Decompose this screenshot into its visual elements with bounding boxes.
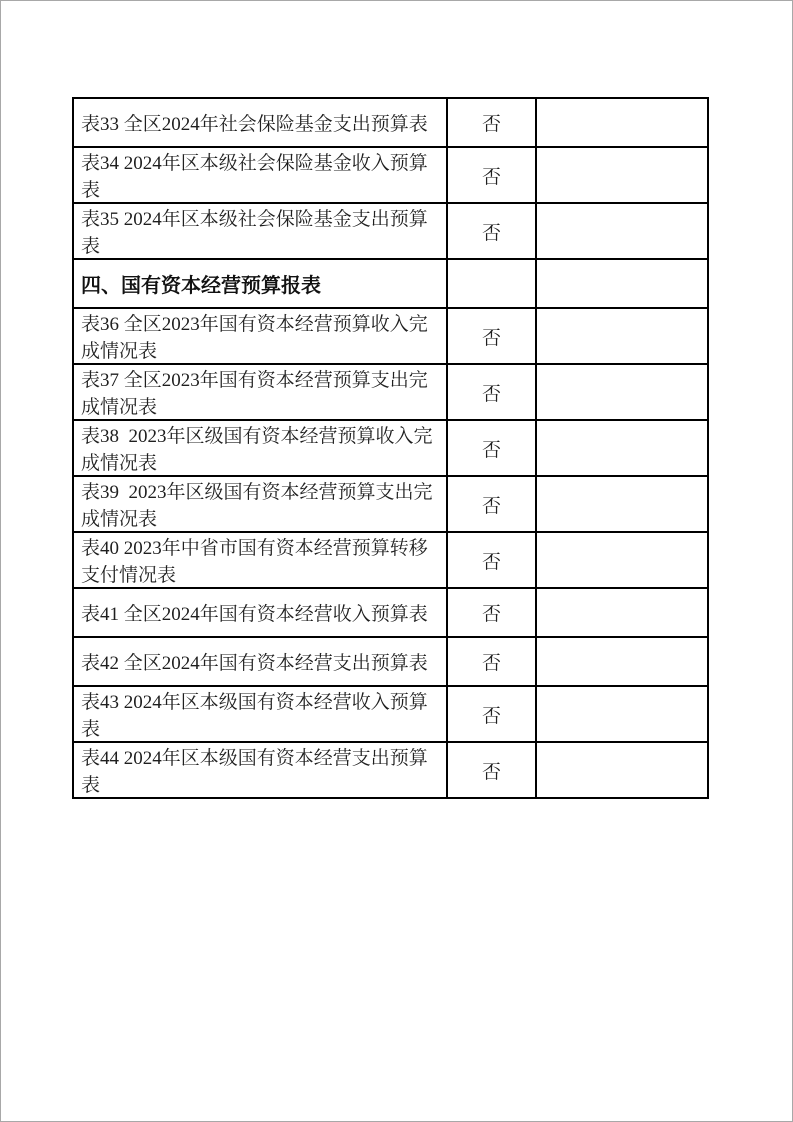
report-title-cell: 表44 2024年区本级国有资本经营支出预算表 [73, 742, 447, 798]
table-row [73, 308, 708, 364]
report-title-cell: 表36 全区2023年国有资本经营预算收入完成情况表 [73, 308, 447, 364]
report-title-cell: 表43 2024年区本级国有资本经营收入预算表 [73, 686, 447, 742]
flag-cell: 否 [447, 147, 536, 203]
remark-cell [536, 686, 708, 742]
table-row [73, 637, 708, 686]
flag-cell: 否 [447, 420, 536, 476]
flag-cell: 否 [447, 532, 536, 588]
section-header-row [73, 259, 708, 308]
report-title-cell: 表34 2024年区本级社会保险基金收入预算表 [73, 147, 447, 203]
remark-cell [536, 476, 708, 532]
flag-cell: 否 [447, 364, 536, 420]
remark-cell [536, 259, 708, 308]
table-row [73, 588, 708, 637]
table-row [73, 476, 708, 532]
remark-cell [536, 742, 708, 798]
flag-cell: 否 [447, 742, 536, 798]
remark-cell [536, 588, 708, 637]
flag-cell: 否 [447, 203, 536, 259]
table-row [73, 742, 708, 798]
flag-cell: 否 [447, 588, 536, 637]
flag-cell: 否 [447, 308, 536, 364]
table-row [73, 420, 708, 476]
report-title-cell: 表38 2023年区级国有资本经营预算收入完成情况表 [73, 420, 447, 476]
budget-report-table [72, 97, 709, 799]
table-row [73, 147, 708, 203]
section-header-cell: 四、国有资本经营预算报表 [73, 259, 447, 308]
flag-cell [447, 259, 536, 308]
report-title-cell: 表33 全区2024年社会保险基金支出预算表 [73, 98, 447, 147]
remark-cell [536, 420, 708, 476]
flag-cell: 否 [447, 476, 536, 532]
flag-cell: 否 [447, 637, 536, 686]
flag-cell: 否 [447, 98, 536, 147]
report-title-cell: 表37 全区2023年国有资本经营预算支出完成情况表 [73, 364, 447, 420]
remark-cell [536, 203, 708, 259]
table-row [73, 686, 708, 742]
remark-cell [536, 532, 708, 588]
table-row [73, 203, 708, 259]
remark-cell [536, 308, 708, 364]
remark-cell [536, 364, 708, 420]
report-title-cell: 表40 2023年中省市国有资本经营预算转移支付情况表 [73, 532, 447, 588]
remark-cell [536, 637, 708, 686]
report-title-cell: 表35 2024年区本级社会保险基金支出预算表 [73, 203, 447, 259]
report-title-cell: 表42 全区2024年国有资本经营支出预算表 [73, 637, 447, 686]
report-title-cell: 表39 2023年区级国有资本经营预算支出完成情况表 [73, 476, 447, 532]
report-title-cell: 表41 全区2024年国有资本经营收入预算表 [73, 588, 447, 637]
remark-cell [536, 147, 708, 203]
table-row [73, 364, 708, 420]
flag-cell: 否 [447, 686, 536, 742]
table-row [73, 98, 708, 147]
remark-cell [536, 98, 708, 147]
table-row [73, 532, 708, 588]
budget-report-table-body [73, 98, 708, 798]
